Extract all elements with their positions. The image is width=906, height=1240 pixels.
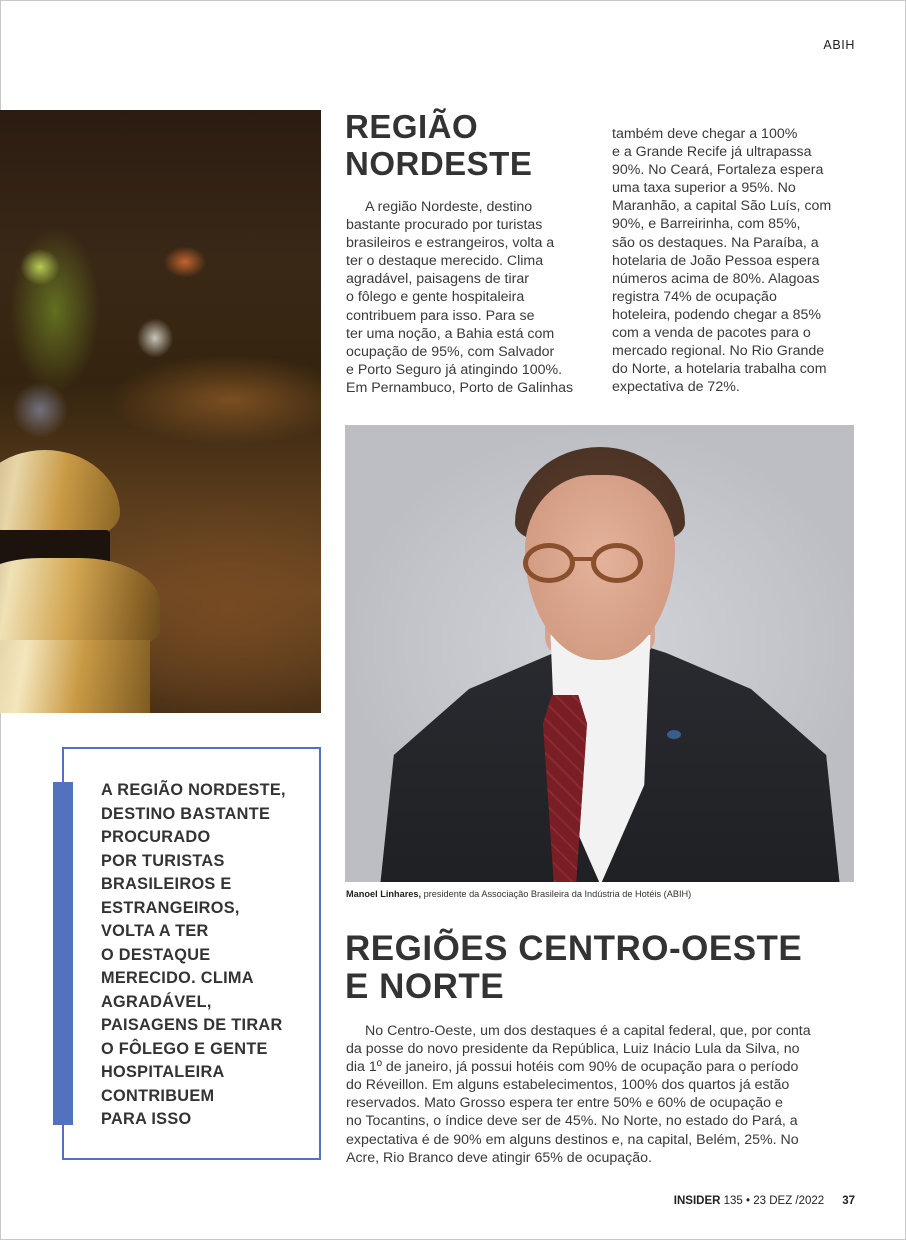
text-line: são os destaques. Na Paraíba, a xyxy=(612,234,819,251)
manoel-linhares-portrait xyxy=(345,425,854,882)
text-line: ter o destaque merecido. Clima xyxy=(346,253,544,270)
text-line: números acima de 80%. Alagoas xyxy=(612,270,820,287)
quote-line: O DESTAQUE xyxy=(101,945,211,964)
quote-line: PROCURADO xyxy=(101,828,211,846)
quote-line: PARA ISSO xyxy=(101,1110,192,1128)
text-line: Maranhão, a capital São Luís, com xyxy=(612,198,832,215)
text-line: da posse do novo presidente da República, Luiz Inácio Lula da Silva, no xyxy=(346,1041,800,1058)
magazine-name: INSIDER xyxy=(673,1195,721,1207)
quote-line: CONTRIBUEM xyxy=(101,1086,215,1105)
text-line: reservados. Mato Grosso espera ter entre 50% e 60% de ocupação e xyxy=(346,1095,783,1112)
bell-base-shape xyxy=(0,558,160,648)
text-line: expectativa é de 90% em alguns destinos e, na capital, Belém, 25%. No xyxy=(346,1131,799,1148)
text-line: hotelaria de João Pessoa espera xyxy=(612,252,820,269)
heading-regiao-nordeste xyxy=(345,108,532,182)
text-line: 90%, e Barreirinha, com 85%, xyxy=(612,216,801,233)
text-line: expectativa de 72%. xyxy=(612,379,740,396)
lapel-pin-icon xyxy=(667,730,681,739)
glasses-bridge xyxy=(571,557,595,561)
quote-line: AGRADÁVEL, xyxy=(101,992,212,1011)
quote-line: O FÔLEGO E GENTE xyxy=(101,1039,268,1058)
heading-line: REGIÕES CENTRO-OESTE xyxy=(345,929,803,968)
text-line: com a venda de pacotes para o xyxy=(612,325,811,342)
text-line: Acre, Rio Branco deve atingir 65% de ocupação. xyxy=(346,1149,653,1166)
quote-line: PAISAGENS DE TIRAR xyxy=(101,1016,283,1034)
text-line: uma taxa superior a 95%. No xyxy=(612,180,796,197)
glasses-right-lens xyxy=(591,543,643,583)
issue-info: 135 • 23 DEZ /2022 xyxy=(720,1195,825,1207)
text-line: Em Pernambuco, Porto de Galinhas xyxy=(346,379,574,396)
text-line: 90%. No Ceará, Fortaleza espera xyxy=(612,162,824,179)
glasses-left-lens xyxy=(523,543,575,583)
text-line: no Tocantins, o índice deve ser de 45%. No Norte, no estado do Pará, a xyxy=(346,1113,798,1130)
text-line: A região Nordeste, destino xyxy=(365,199,533,215)
bell-dome-shape xyxy=(0,450,120,540)
text-line: dia 1º de janeiro, já possui hotéis com 90% de ocupação para o período xyxy=(346,1059,799,1076)
text-line: e Porto Seguro já atingindo 100%. xyxy=(346,361,563,378)
heading-centro-oeste-norte xyxy=(345,930,802,1006)
quote-line: HOSPITALEIRA xyxy=(101,1063,225,1081)
running-head: ABIH xyxy=(823,38,855,52)
centro-norte-body xyxy=(346,1022,858,1167)
heading-line: E NORTE xyxy=(345,967,505,1006)
text-line: agradável, paisagens de tirar xyxy=(346,271,529,288)
text-line: também deve chegar a 100% xyxy=(612,126,798,142)
hotel-bell-photo xyxy=(0,110,321,713)
text-line: registra 74% de ocupação xyxy=(612,288,777,305)
text-line: bastante procurado por turistas xyxy=(346,217,543,234)
text-line: contribuem para isso. Para se xyxy=(346,307,535,324)
text-line: mercado regional. No Rio Grande xyxy=(612,343,825,360)
bell-foot-shape xyxy=(0,640,150,713)
caption-text: presidente da Associação Brasileira da Indústria de Hotéis (ABIH) xyxy=(421,889,692,899)
quote-line: BRASILEIROS E xyxy=(101,875,232,893)
heading-line: NORDESTE xyxy=(345,145,533,182)
text-line: ter uma noção, a Bahia está com xyxy=(346,325,555,342)
nordeste-column-1 xyxy=(346,198,596,397)
text-line: ocupação de 95%, com Salvador xyxy=(346,343,555,360)
page-number: 37 xyxy=(842,1195,855,1207)
text-line: No Centro-Oeste, um dos destaques é a capital federal, que, por conta xyxy=(365,1023,811,1039)
text-line: e a Grande Recife já ultrapassa xyxy=(612,144,812,161)
text-line: brasileiros e estrangeiros, volta a xyxy=(346,235,555,252)
caption-name: Manoel Linhares, xyxy=(346,889,422,899)
quote-line: ESTRANGEIROS, xyxy=(101,898,240,917)
text-line: hoteleira, podendo chegar a 85% xyxy=(612,306,822,323)
page-footer xyxy=(674,1195,855,1207)
pull-quote-text xyxy=(101,779,316,1132)
text-line: do Norte, a hotelaria trabalha com xyxy=(612,361,827,378)
quote-line: MERECIDO. CLIMA xyxy=(101,969,254,987)
pull-quote-accent-bar xyxy=(53,782,73,1125)
photo-caption xyxy=(346,889,691,899)
text-line: do Réveillon. Em alguns estabelecimentos, 100% dos quartos já estão xyxy=(346,1077,790,1094)
quote-line: POR TURISTAS xyxy=(101,851,225,870)
text-line: o fôlego e gente hospitaleira xyxy=(346,289,525,306)
nordeste-column-2 xyxy=(612,125,862,396)
heading-line: REGIÃO xyxy=(345,108,479,145)
quote-line: A REGIÃO NORDESTE, xyxy=(101,781,286,799)
quote-line: DESTINO BASTANTE xyxy=(101,804,271,823)
quote-line: VOLTA A TER xyxy=(101,922,209,940)
